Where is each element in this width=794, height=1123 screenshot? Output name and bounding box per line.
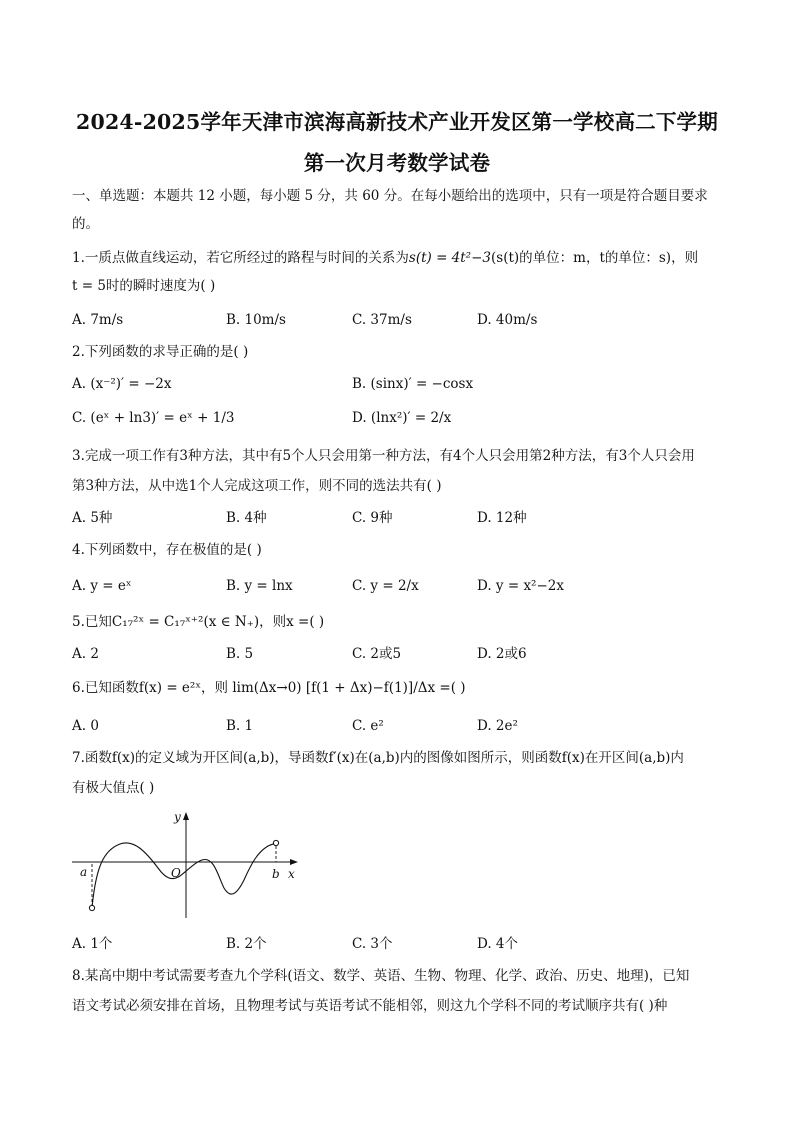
q3-option-c[interactable]: C. 9种 xyxy=(352,510,393,526)
x-axis-arrow xyxy=(290,859,298,865)
q7-option-b[interactable]: B. 2个 xyxy=(226,936,267,952)
q1-option-d[interactable]: D. 40m/s xyxy=(477,312,538,328)
label-y: y xyxy=(174,810,181,824)
q1-formula: s(t) = 4t²−3 xyxy=(408,250,491,266)
label-x: x xyxy=(288,867,295,881)
q7-stem-line1: 7.函数f(x)的定义域为开区间(a,b)，导函数f′(x)在(a,b)内的图像如图所示，则函数f(x)在开区间(a,b)内 xyxy=(72,750,684,766)
endpoint-a-circle xyxy=(89,905,94,910)
q5-option-b[interactable]: B. 5 xyxy=(226,646,254,662)
label-b: b xyxy=(272,867,280,881)
q7-option-a[interactable]: A. 1个 xyxy=(72,936,113,952)
q4-stem: 4.下列函数中，存在极值的是( ) xyxy=(72,542,262,558)
section-heading-line1: 一、单选题：本题共 12 小题，每小题 5 分，共 60 分。在每小题给出的选项中，只有一项是符合题目要求 xyxy=(72,188,708,204)
exam-title-line2: 第一次月考数学试卷 xyxy=(303,151,491,175)
q3-option-a[interactable]: A. 5种 xyxy=(72,510,113,526)
q3-option-d[interactable]: D. 12种 xyxy=(477,510,527,526)
q8-stem-line1: 8.某高中期中考试需要考查九个学科(语文、数学、英语、生物、物理、化学、政治、历史、地理)，已知 xyxy=(72,968,690,984)
q1-stem-pre: 1.一质点做直线运动，若它所经过的路程与时间的关系为 xyxy=(72,250,409,266)
q1-stem-post: (s(t)的单位：m，t的单位：s)，则 xyxy=(491,250,699,266)
q6-option-b[interactable]: B. 1 xyxy=(226,718,254,734)
q2-option-d[interactable]: D. (lnx²)′ = 2/x xyxy=(352,410,452,426)
q5-option-d[interactable]: D. 2或6 xyxy=(477,646,527,662)
q4-option-b[interactable]: B. y = lnx xyxy=(226,578,293,594)
q2-option-c[interactable]: C. (eˣ + ln3)′ = eˣ + 1/3 xyxy=(72,410,235,426)
q4-option-c[interactable]: C. y = 2/x xyxy=(352,578,419,594)
q2-option-a[interactable]: A. (x⁻²)′ = −2x xyxy=(72,376,172,392)
q5-option-c[interactable]: C. 2或5 xyxy=(352,646,402,662)
q7-stem-line2: 有极大值点( ) xyxy=(72,780,155,796)
q6-option-d[interactable]: D. 2e² xyxy=(477,718,518,734)
q5-option-a[interactable]: A. 2 xyxy=(72,646,99,662)
derivative-graph xyxy=(68,806,308,922)
y-axis-arrow xyxy=(183,812,189,820)
q5-stem: 5.已知C₁₇²ˣ = C₁₇ˣ⁺²(x ∈ N₊)，则x =( ) xyxy=(72,614,325,630)
q3-option-b[interactable]: B. 4种 xyxy=(226,510,267,526)
q4-option-d[interactable]: D. y = x²−2x xyxy=(477,578,564,594)
q1-stem-line2: t = 5时的瞬时速度为( ) xyxy=(72,278,216,294)
exam-title-line1: 2024-2025学年天津市滨海高新技术产业开发区第一学校高二下学期 xyxy=(76,110,718,134)
endpoint-b-circle xyxy=(273,840,278,845)
q4-option-a[interactable]: A. y = eˣ xyxy=(72,578,132,594)
q2-stem: 2.下列函数的求导正确的是( ) xyxy=(72,344,249,360)
q1-stem-line1 xyxy=(72,248,724,268)
label-origin: O xyxy=(171,866,181,880)
q1-option-b[interactable]: B. 10m/s xyxy=(226,312,286,328)
q8-stem-line2: 语文考试必须安排在首场，且物理考试与英语考试不能相邻，则这九个学科不同的考试顺序共有( )种 xyxy=(72,998,668,1014)
q6-option-c[interactable]: C. e² xyxy=(352,718,384,734)
q3-stem-line2: 第3种方法，从中选1个人完成这项工作，则不同的选法共有( ) xyxy=(72,478,442,494)
section-heading-line2: 的。 xyxy=(72,216,99,232)
label-a: a xyxy=(80,865,88,879)
q6-option-a[interactable]: A. 0 xyxy=(72,718,99,734)
q7-option-c[interactable]: C. 3个 xyxy=(352,936,393,952)
derivative-curve xyxy=(92,843,276,908)
q2-option-b[interactable]: B. (sinx)′ = −cosx xyxy=(352,376,474,392)
q1-option-c[interactable]: C. 37m/s xyxy=(352,312,412,328)
q6-stem: 6.已知函数f(x) = e²ˣ，则 lim(Δx→0) [f(1 + Δx)−f(1)]/Δx =( ) xyxy=(72,680,466,696)
q7-option-d[interactable]: D. 4个 xyxy=(477,936,519,952)
q1-option-a[interactable]: A. 7m/s xyxy=(72,312,124,328)
q3-stem-line1: 3.完成一项工作有3种方法，其中有5个人只会用第一种方法，有4个人只会用第2种方法，有3个人只会用 xyxy=(72,448,695,464)
